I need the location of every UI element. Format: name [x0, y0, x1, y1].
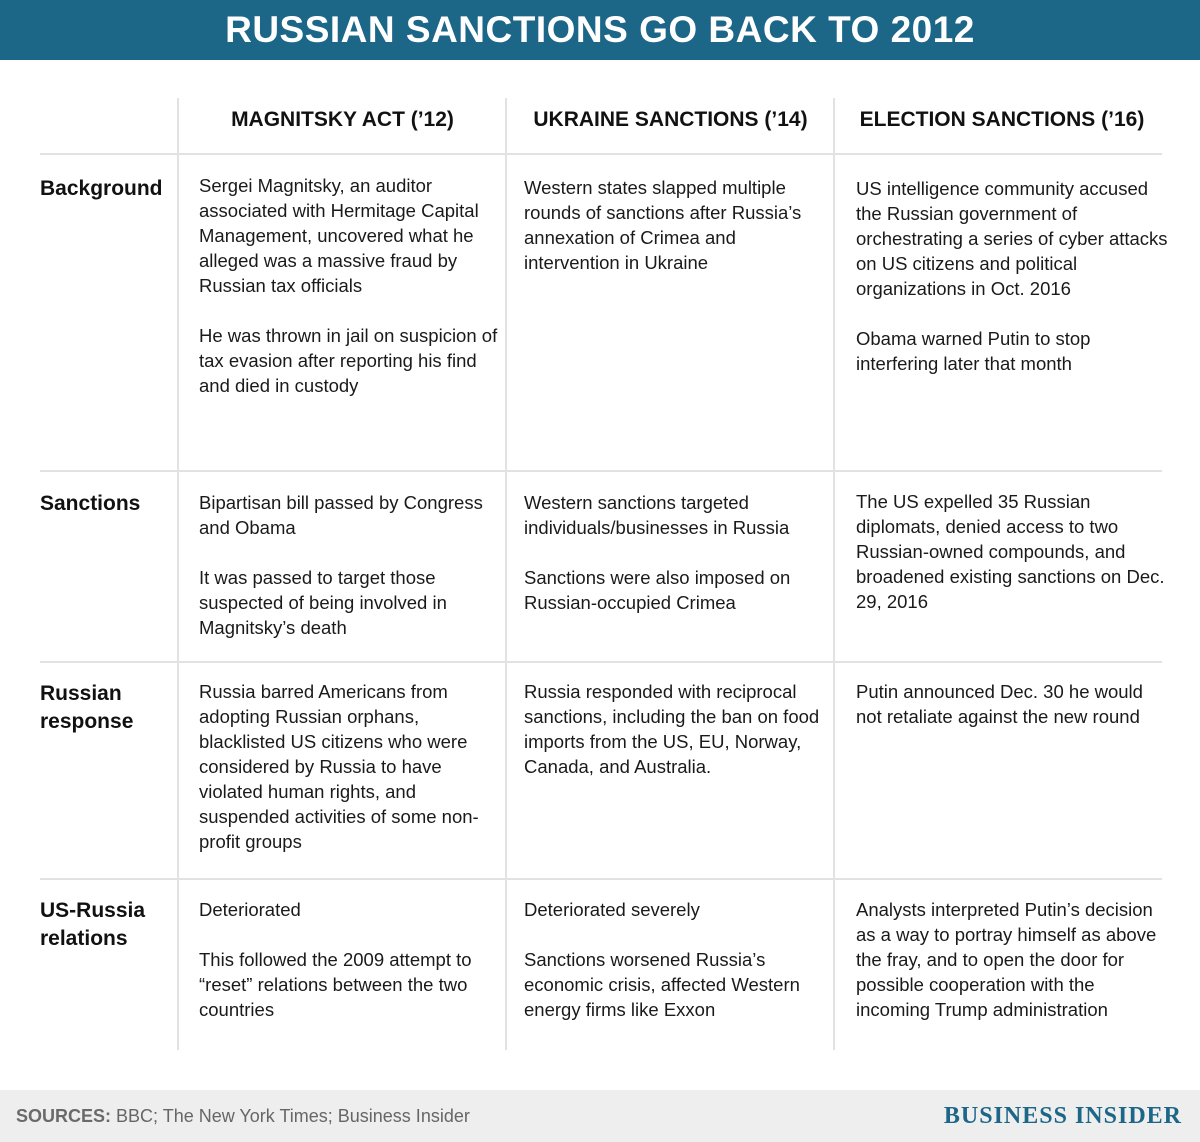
cell-sanctions-election: The US expelled 35 Russian diplomats, denied access to two Russian-owned compounds, and broadened existing sanctions on Dec. 29, 2016 [856, 491, 1165, 612]
column-header-magnitsky: MAGNITSKY ACT (’12) [231, 108, 454, 131]
sources-line [16, 1106, 470, 1127]
cell-relations-election: Analysts interpreted Putin’s decision as a way to portray himself as above the fray, and to open the door for possible cooperation with the incoming Trump administration [856, 899, 1157, 1020]
column-divider [505, 98, 507, 1050]
cell-response-election: Putin announced Dec. 30 he would not retaliate against the new round [856, 681, 1143, 727]
row-label-sanctions: Sanctions [40, 492, 141, 515]
row-divider [40, 661, 1162, 663]
column-divider [177, 98, 179, 1050]
cell-relations-magnitsky: Deteriorated This followed the 2009 attempt to “reset” relations between the two countries [199, 899, 472, 1020]
cell-response-ukraine: Russia responded with reciprocal sanctions, including the ban on food imports from the US, EU, Norway, Canada, and Australia. [524, 681, 820, 777]
footer-bar [0, 1090, 1200, 1142]
cell-background-election: US intelligence community accused the Russian government of orchestrating a series of cyber attacks on US citizens and political organizations in Oct. 2016 Obama warned Putin to stop interfering later that month [856, 178, 1168, 374]
row-divider [40, 153, 1162, 155]
cell-relations-ukraine: Deteriorated severely Sanctions worsened Russia’s economic crisis, affected Western energy firms like Exxon [524, 899, 800, 1020]
column-divider [833, 98, 835, 1050]
column-header-election: ELECTION SANCTIONS (’16) [859, 108, 1145, 131]
column-header-ukraine: UKRAINE SANCTIONS (’14) [533, 108, 808, 131]
row-label-russian-response: Russian response [40, 682, 134, 733]
row-label-us-russia-relations: US-Russia relations [40, 899, 146, 950]
sources-label: SOURCES: [16, 1106, 112, 1126]
title-banner [0, 0, 1200, 60]
cell-background-ukraine: Western states slapped multiple rounds of sanctions after Russia’s annexation of Crimea and intervention in Ukraine [524, 177, 802, 273]
row-label-background: Background [40, 177, 163, 200]
row-divider [40, 470, 1162, 472]
sources-text: BBC; The New York Times; Business Insider [111, 1106, 470, 1126]
cell-sanctions-magnitsky: Bipartisan bill passed by Congress and Obama It was passed to target those suspected of being involved in Magnitsky’s death [199, 492, 483, 638]
cell-sanctions-ukraine: Western sanctions targeted individuals/businesses in Russia Sanctions were also imposed on Russian-occupied Crimea [524, 492, 791, 613]
row-divider [40, 878, 1162, 880]
cell-background-magnitsky: Sergei Magnitsky, an auditor associated with Hermitage Capital Management, uncovered what he alleged was a massive fraud by Russian tax officials He was thrown in jail on suspicion of tax evasion after reporting his find and died in custody [199, 175, 498, 396]
business-insider-logo: BUSINESS INSIDER [943, 1103, 1182, 1129]
page-title: RUSSIAN SANCTIONS GO BACK TO 2012 [225, 9, 975, 50]
cell-response-magnitsky: Russia barred Americans from adopting Russian orphans, blacklisted US citizens who were considered by Russia to have violated human rights, and suspended activities of some non-profit groups [199, 681, 479, 852]
